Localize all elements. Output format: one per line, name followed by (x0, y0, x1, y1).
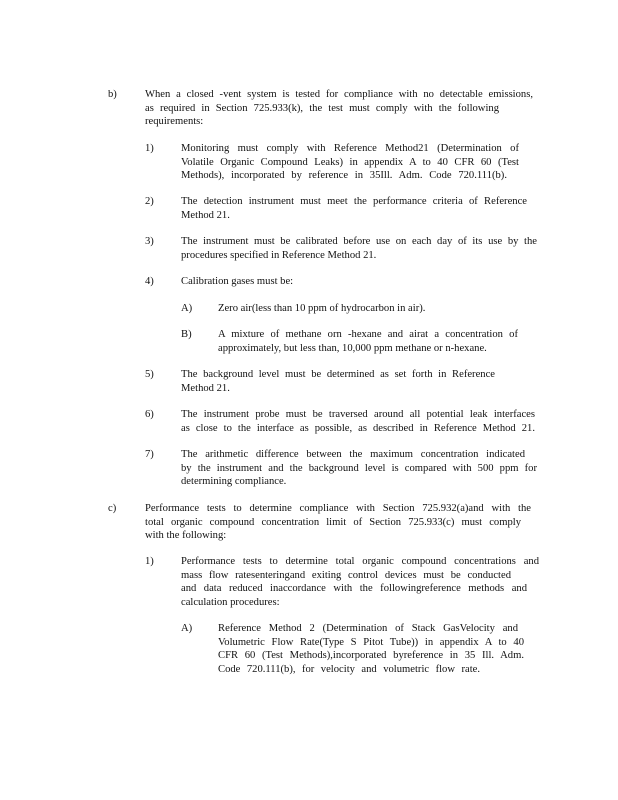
item-label: 1) (145, 143, 154, 154)
text-line: Code 720.111(b), for velocity and volumetric flow rate. (218, 664, 480, 676)
text-line: procedures specified in Reference Method 21. (181, 249, 377, 261)
text-line: Methods), incorporated by reference in 35Ill. Adm. Code 720.111(b). (181, 170, 507, 182)
item-text (218, 302, 478, 316)
item-text (218, 622, 524, 677)
item-label: 2) (145, 196, 154, 207)
text-line: Reference Method 2 (Determination of Stack GasVelocity and (218, 623, 518, 634)
item-label: b) (108, 89, 117, 100)
text-line: Method 21. (181, 209, 230, 221)
text-line: requirements: (145, 116, 204, 128)
item-text (181, 275, 381, 289)
text-line: as required in Section 725.933(k), the test must comply with the following (145, 102, 499, 114)
text-line: approximately, but less than, 10,000 ppm methane or n-hexane. (218, 342, 487, 354)
item-label: 6) (145, 409, 154, 420)
text-line: CFR 60 (Test Methods),incorporated byreference in 35 Ill. Adm. (218, 650, 524, 662)
item-label: 4) (145, 276, 154, 287)
text-line: Zero air(less than 10 ppm of hydrocarbon in air). (218, 303, 426, 314)
item-text (181, 448, 537, 489)
item-label: 1) (145, 556, 154, 567)
text-line: A mixture of methane orn -hexane and airat a concentration of (218, 329, 518, 340)
text-line: Volatile Organic Compound Leaks) in appendix A to 40 CFR 60 (Test (181, 156, 519, 168)
item-text (181, 235, 537, 262)
text-line: with the following: (145, 530, 227, 542)
text-line: The detection instrument must meet the performance criteria of Reference (181, 196, 527, 207)
item-text (145, 502, 531, 543)
item-text (181, 195, 527, 222)
item-label: B) (181, 329, 192, 340)
item-label: 3) (145, 236, 154, 247)
item-label: c) (108, 503, 117, 514)
item-text (181, 368, 495, 395)
text-line: as close to the interface as possible, as described in Reference Method 21. (181, 422, 535, 434)
text-line: The background level must be determined as set forth in Reference (181, 369, 495, 380)
item-text (218, 328, 518, 355)
text-line: Performance tests to determine total organic compound concentrations and (181, 556, 539, 567)
item-label: 7) (145, 449, 154, 460)
text-line: mass flow ratesenteringand exiting control devices must be conducted (181, 569, 511, 581)
text-line: Method 21. (181, 382, 230, 394)
text-line: and data reduced inaccordance with the followingreference methods and (181, 583, 527, 595)
item-text (181, 555, 539, 610)
item-label: 5) (145, 369, 154, 380)
item-text (181, 408, 535, 435)
text-line: The arithmetic difference between the maximum concentration indicated (181, 449, 525, 460)
item-label: A) (181, 303, 193, 314)
text-line: Volumetric Flow Rate(Type S Pitot Tube)) in appendix A to 40 (218, 636, 524, 648)
text-line: Monitoring must comply with Reference Method21 (Determination of (181, 143, 519, 154)
text-line: total organic compound concentration limit of Section 725.933(c) must comply (145, 516, 521, 528)
item-label: A) (181, 623, 193, 634)
item-text (181, 142, 519, 183)
text-line: Performance tests to determine compliance with Section 725.932(a)and with the (145, 503, 531, 514)
text-line: calculation procedures: (181, 597, 280, 609)
item-text (145, 88, 533, 129)
text-line: The instrument probe must be traversed around all potential leak interfaces (181, 409, 535, 420)
text-line: by the instrument and the background level is compared with 500 ppm for (181, 462, 537, 474)
text-line: Calibration gases must be: (181, 276, 294, 287)
text-line: When a closed -vent system is tested for compliance with no detectable emissions, (145, 89, 533, 100)
text-line: The instrument must be calibrated before use on each day of its use by the (181, 236, 537, 247)
text-line: determining compliance. (181, 476, 287, 488)
